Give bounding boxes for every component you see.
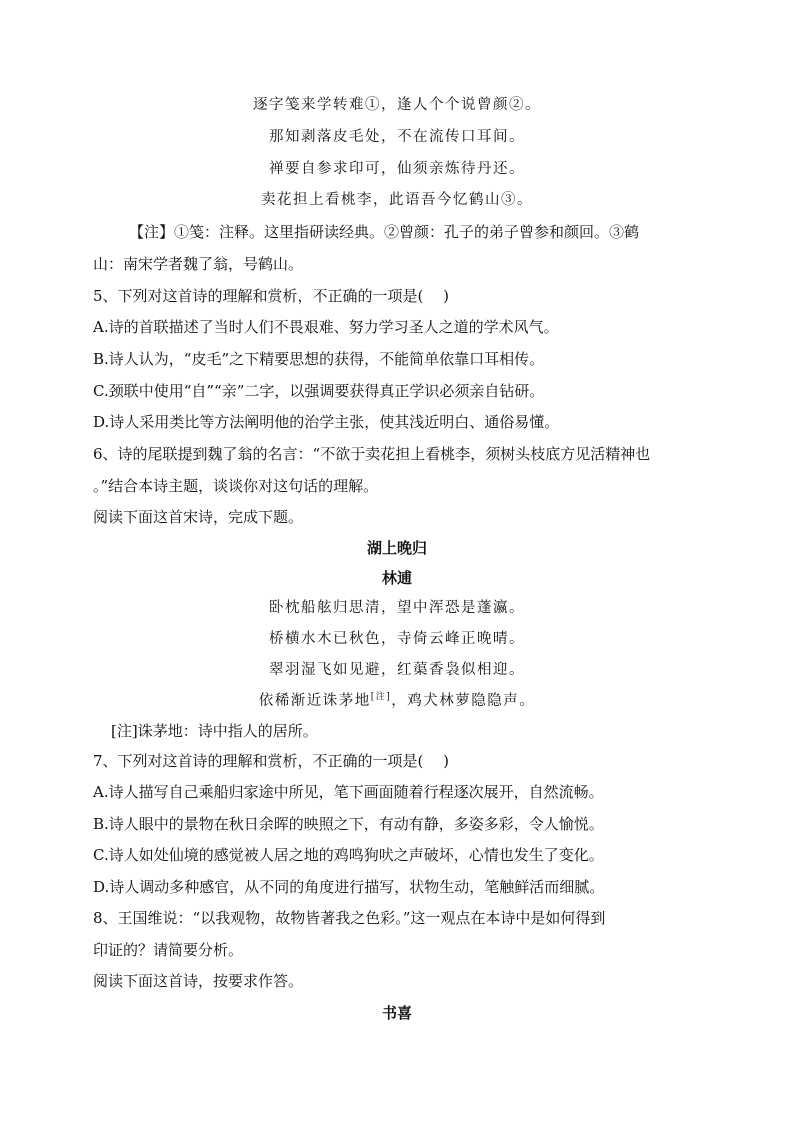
q7-option-a: A.诗人描写自己乘船归家途中所见，笔下画面随着行程逐次展开，自然流畅。 bbox=[93, 783, 604, 801]
poem2-line-2: 桥横水木已秋色，寺倚云峰正晚晴。 bbox=[269, 631, 525, 647]
poem2-line-1: 卧枕船舷归思清，望中浑恐是蓬瀛。 bbox=[269, 600, 525, 616]
q7-option-c: C.诗人如处仙境的感觉被人居之地的鸡鸣狗吠之声破坏，心情也发生了变化。 bbox=[93, 846, 604, 864]
q5-option-c: C.颈联中使用“自”“亲”二字，以强调要获得真正学识必须亲自钻研。 bbox=[93, 382, 545, 400]
q5-option-d: D.诗人采用类比等方法阐明他的治学主张，使其浅近明白、通俗易懂。 bbox=[93, 413, 560, 431]
q6-line-2: 。”结合本诗主题，谈谈你对这句话的理解。 bbox=[93, 477, 379, 495]
poem2-author: 林逋 bbox=[381, 569, 412, 587]
poem2-note-marker: [注] bbox=[370, 692, 392, 703]
q8-line-1: 8、王国维说：“以我观物，故物皆著我之色彩。”这一观点在本诗中是如何得到 bbox=[93, 909, 606, 927]
poem1-note-line-2: 山：南宋学者魏了翁，号鹤山。 bbox=[93, 255, 304, 273]
q8-line-2: 印证的？请简要分析。 bbox=[93, 941, 244, 959]
poem2-line-4-after: ，鸡犬林萝隐隐声。 bbox=[391, 693, 536, 709]
q6-line-1: 6、诗的尾联提到魏了翁的名言：“不欲于卖花担上看桃李，须树头枝底方见活精神也 bbox=[93, 445, 651, 463]
q7-option-d: D.诗人调动多种感官，从不同的角度进行描写，状物生动，笔触鲜活而细腻。 bbox=[93, 878, 605, 896]
poem2-line-4 bbox=[0, 691, 794, 711]
intro-poem2: 阅读下面这首宋诗，完成下题。 bbox=[93, 508, 304, 526]
poem3-title: 书喜 bbox=[381, 1004, 412, 1022]
poem1-line-2: 那知剥落皮毛处，不在流传口耳间。 bbox=[269, 129, 525, 145]
poem1-line-4: 卖花担上看桃李，此语吾今忆鹤山③。 bbox=[261, 192, 533, 208]
poem2-line-3: 翠羽湿飞如见避，红蕖香袅似相迎。 bbox=[269, 662, 525, 678]
poem2-title: 湖上晚归 bbox=[366, 539, 427, 557]
q7-stem: 7、下列对这首诗的理解和赏析，不正确的一项是( ) bbox=[93, 752, 450, 770]
poem2-note: [注]诛茅地：诗中指人的居所。 bbox=[111, 722, 318, 740]
poem2-line-4-before: 依稀渐近诛茅地 bbox=[258, 693, 371, 709]
poem1-line-3: 禅要自参求印可，仙须亲炼待丹还。 bbox=[269, 161, 525, 177]
intro-poem3: 阅读下面这首诗，按要求作答。 bbox=[93, 972, 304, 990]
q5-option-a: A.诗的首联描述了当时人们不畏艰难、努力学习圣人之道的学术风气。 bbox=[93, 318, 559, 336]
poem1-note-line-1: 【注】①笺：注释。这里指研读经典。②曾颜：孔子的弟子曾参和颜回。③鹤 bbox=[129, 223, 640, 241]
q5-stem: 5、下列对这首诗的理解和赏析，不正确的一项是( ) bbox=[93, 287, 450, 305]
poem1-line-1: 逐字笺来学转难①，逢人个个说曾颜②。 bbox=[253, 97, 541, 113]
q5-option-b: B.诗人认为，“皮毛”之下精要思想的获得，不能简单依靠口耳相传。 bbox=[93, 350, 545, 368]
q7-option-b: B.诗人眼中的景物在秋日余晖的映照之下，有动有静，多姿多彩，令人愉悦。 bbox=[93, 815, 604, 833]
